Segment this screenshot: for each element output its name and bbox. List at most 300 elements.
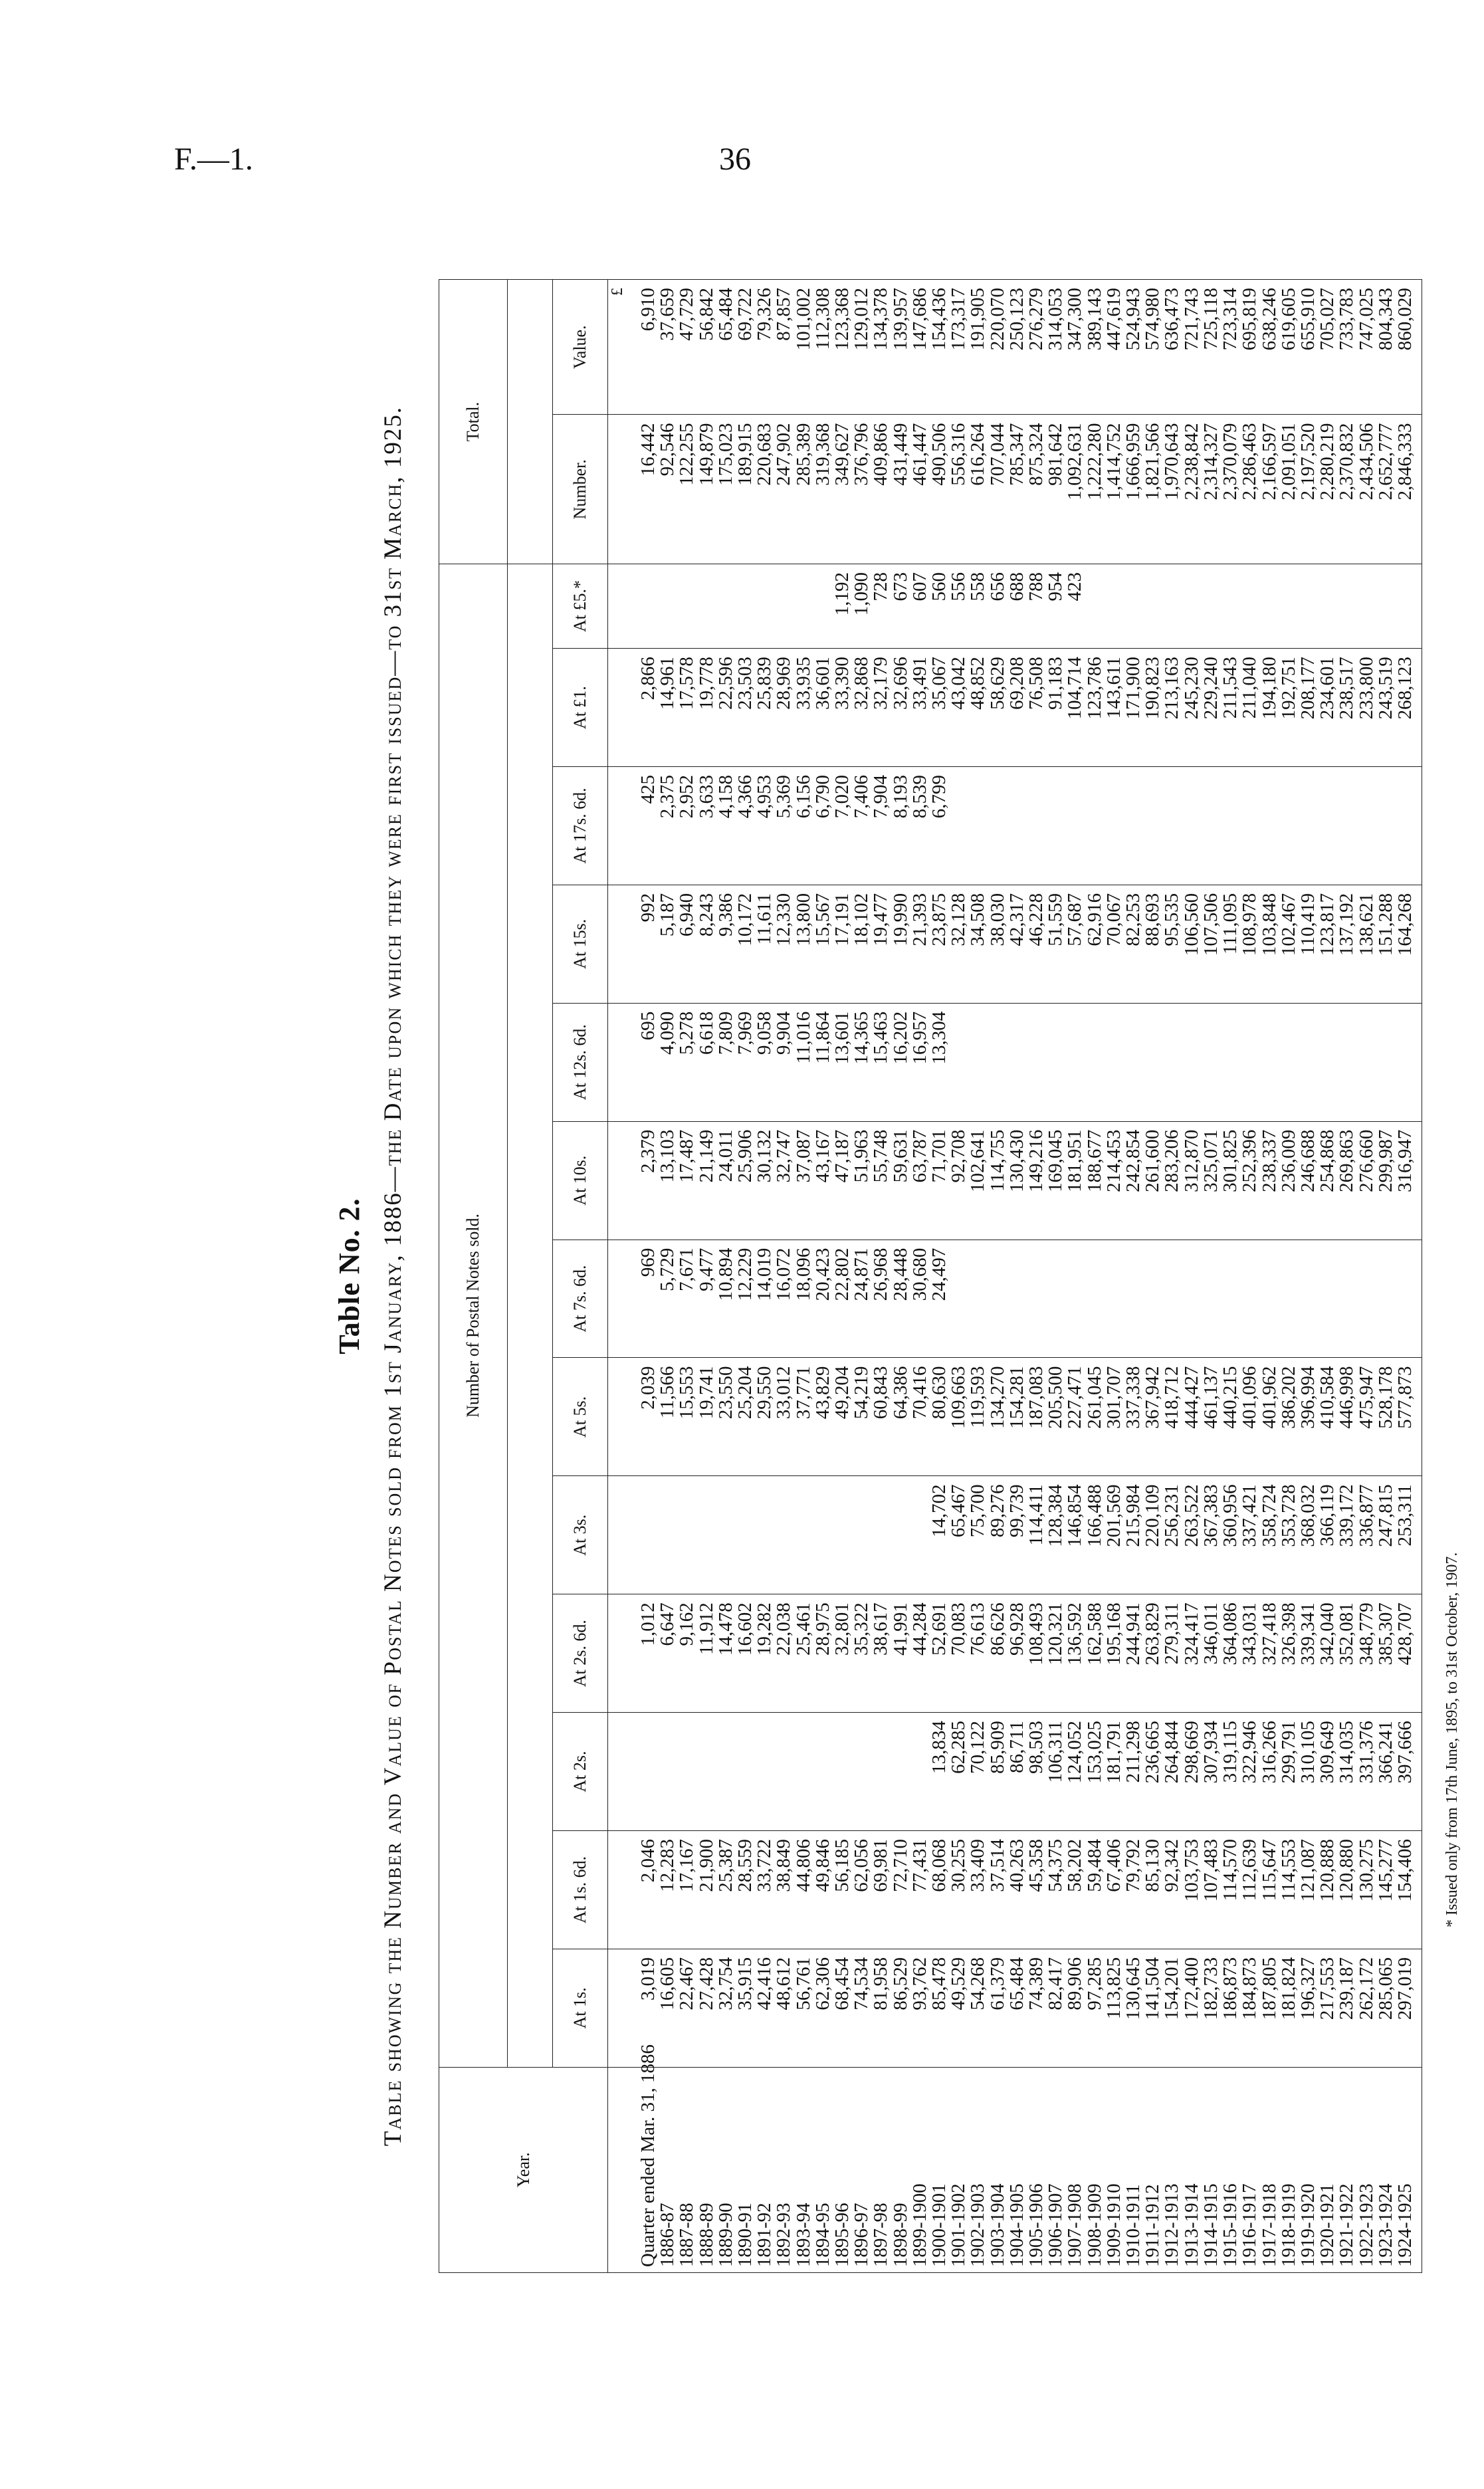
table-row (891, 280, 910, 2273)
value-cell: 331,376 (1357, 1713, 1376, 1831)
value-cell: 325,071 (1202, 1121, 1221, 1240)
value-cell: 64,386 (891, 1358, 910, 1476)
value-cell: 99,739 (1007, 1476, 1027, 1594)
value-cell: 360,956 (1221, 1476, 1240, 1594)
value-cell: 23,550 (716, 1358, 736, 1476)
value-cell: 423 (1065, 564, 1085, 648)
table-body (608, 280, 1422, 2273)
value-cell: 70,122 (968, 1713, 988, 1831)
year-cell: 1888-89 (697, 2067, 716, 2272)
value-cell: 51,963 (852, 1121, 871, 1240)
value-cell (1357, 767, 1376, 885)
value-cell: 81,958 (871, 1949, 891, 2067)
value-cell: 33,012 (774, 1358, 794, 1476)
value-cell: 8,539 (910, 767, 930, 885)
value-cell: 6,156 (794, 767, 813, 885)
value-cell: 5,187 (658, 885, 677, 1003)
value-cell (949, 1240, 968, 1358)
value-cell: 428,707 (1396, 1594, 1422, 1713)
year-cell: 1911-1912 (1143, 2067, 1162, 2272)
table-row (1299, 280, 1318, 2273)
value-cell: 139,957 (891, 280, 910, 415)
value-cell (774, 1476, 794, 1594)
value-cell: 339,341 (1299, 1594, 1318, 1713)
value-cell: 41,991 (891, 1594, 910, 1713)
value-cell: 44,284 (910, 1594, 930, 1713)
value-cell: 17,167 (677, 1831, 696, 1949)
value-cell: 68,454 (833, 1949, 852, 2067)
value-cell: 187,805 (1260, 1949, 1279, 2067)
value-cell: 5,729 (658, 1240, 677, 1358)
value-cell: 28,559 (736, 1831, 755, 1949)
value-cell: 59,631 (891, 1121, 910, 1240)
value-cell: 558 (968, 564, 988, 648)
table-row (1046, 280, 1065, 2273)
year-cell: 1889-90 (716, 2067, 736, 2272)
value-cell: 556 (949, 564, 968, 648)
value-cell (871, 1713, 891, 1831)
value-cell: 141,504 (1143, 1949, 1162, 2067)
value-cell: 342,040 (1318, 1594, 1337, 1713)
value-cell: 134,270 (988, 1358, 1007, 1476)
table-row (968, 280, 988, 2273)
value-cell (755, 1713, 774, 1831)
col-header: At 7s. 6d. (553, 1240, 608, 1358)
year-cell: 1909-1910 (1105, 2067, 1124, 2272)
value-cell (1279, 767, 1299, 885)
value-cell: 76,508 (1027, 649, 1046, 767)
table-row (1240, 280, 1259, 2273)
value-cell: 19,477 (871, 885, 891, 1003)
value-cell: 70,416 (910, 1358, 930, 1476)
value-cell: 46,228 (1027, 885, 1046, 1003)
value-cell: 48,612 (774, 1949, 794, 2067)
value-cell: 238,517 (1337, 649, 1356, 767)
value-cell: 189,915 (736, 415, 755, 564)
value-cell (1279, 1240, 1299, 1358)
value-cell: 89,906 (1065, 1949, 1085, 2067)
value-cell: 2,866 (628, 649, 658, 767)
value-cell: 24,011 (716, 1121, 736, 1240)
page-number: 36 (719, 142, 751, 177)
value-cell: 253,311 (1396, 1476, 1422, 1594)
value-cell: 74,534 (852, 1949, 871, 2067)
value-cell: 2,280,219 (1318, 415, 1337, 564)
value-cell: 215,984 (1124, 1476, 1143, 1594)
value-cell: 76,613 (968, 1594, 988, 1713)
value-cell (794, 564, 813, 648)
value-cell: 560 (930, 564, 949, 648)
value-cell: 220,683 (755, 415, 774, 564)
value-cell: 969 (628, 1240, 658, 1358)
value-cell (813, 564, 833, 648)
year-cell: 1910-1911 (1124, 2067, 1143, 2272)
value-cell: 147,686 (910, 280, 930, 415)
value-cell: 153,025 (1085, 1713, 1105, 1831)
value-cell: 173,317 (949, 280, 968, 415)
value-cell: 262,172 (1357, 1949, 1376, 2067)
year-cell: 1894-95 (813, 2067, 833, 2272)
value-cell: 124,052 (1065, 1713, 1085, 1831)
value-cell: 229,240 (1202, 649, 1221, 767)
value-cell: 196,327 (1299, 1949, 1318, 2067)
year-cell: 1887-88 (677, 2067, 696, 2272)
value-cell: 19,282 (755, 1594, 774, 1713)
value-cell: 58,202 (1065, 1831, 1085, 1949)
value-cell (697, 1476, 716, 1594)
value-cell (949, 1003, 968, 1121)
table-row (1124, 280, 1143, 2273)
value-cell: 123,368 (833, 280, 852, 415)
value-cell: 30,680 (910, 1240, 930, 1358)
value-cell: 217,553 (1318, 1949, 1337, 2067)
value-cell (1085, 767, 1105, 885)
table-row (813, 280, 833, 2273)
year-cell: 1903-1904 (988, 2067, 1007, 2272)
value-cell (774, 564, 794, 648)
value-cell (1085, 564, 1105, 648)
value-cell: 96,928 (1007, 1594, 1027, 1713)
year-header: Year. (439, 2067, 608, 2272)
value-cell (1182, 767, 1202, 885)
value-cell: 115,647 (1260, 1831, 1279, 1949)
value-cell: 26,968 (871, 1240, 891, 1358)
value-cell: 16,957 (910, 1003, 930, 1121)
year-cell: 1895-96 (833, 2067, 852, 2272)
value-cell: 172,400 (1182, 1949, 1202, 2067)
value-cell: 65,467 (949, 1476, 968, 1594)
value-cell: 108,493 (1027, 1594, 1046, 1713)
value-cell: 6,910 (628, 280, 658, 415)
value-cell: 44,806 (794, 1831, 813, 1949)
value-cell: 366,241 (1376, 1713, 1396, 1831)
value-cell: 29,550 (755, 1358, 774, 1476)
value-cell (658, 564, 677, 648)
value-cell: 181,791 (1105, 1713, 1124, 1831)
value-cell: 32,179 (871, 649, 891, 767)
value-cell: 4,090 (658, 1003, 677, 1121)
table-row (677, 280, 696, 2273)
value-cell (628, 564, 658, 648)
table-row (833, 280, 852, 2273)
value-cell: 336,877 (1357, 1476, 1376, 1594)
value-cell: 2,046 (628, 1831, 658, 1949)
table-row (1027, 280, 1046, 2273)
total-spacer (508, 280, 553, 564)
value-cell: 236,009 (1279, 1121, 1299, 1240)
value-cell: 49,529 (949, 1949, 968, 2067)
value-cell: 33,722 (755, 1831, 774, 1949)
value-cell: 52,691 (930, 1594, 949, 1713)
value-cell (833, 1476, 852, 1594)
value-cell: 447,619 (1105, 280, 1124, 415)
year-cell: 1900-1901 (930, 2067, 949, 2272)
value-cell: 201,569 (1105, 1476, 1124, 1594)
postal-notes-table (439, 279, 1422, 2273)
value-cell (1202, 564, 1221, 648)
value-cell: 45,358 (1027, 1831, 1046, 1949)
value-cell: 19,990 (891, 885, 910, 1003)
value-cell: 307,934 (1202, 1713, 1221, 1831)
value-cell: 21,393 (910, 885, 930, 1003)
value-cell: 343,031 (1240, 1594, 1259, 1713)
table-row (658, 280, 677, 2273)
value-cell (1124, 767, 1143, 885)
value-cell: 636,473 (1162, 280, 1182, 415)
value-cell: 154,281 (1007, 1358, 1027, 1476)
value-cell: 65,484 (1007, 1949, 1027, 2067)
value-cell: 11,864 (813, 1003, 833, 1121)
value-cell: 14,365 (852, 1003, 871, 1121)
value-cell: 108,978 (1240, 885, 1259, 1003)
value-cell (1260, 767, 1279, 885)
table-row (1085, 280, 1105, 2273)
value-cell: 310,105 (1299, 1713, 1318, 1831)
value-cell: 195,168 (1105, 1594, 1124, 1713)
value-cell (1240, 1240, 1259, 1358)
value-cell: 247,902 (774, 415, 794, 564)
value-cell (1085, 1003, 1105, 1121)
value-cell: 43,829 (813, 1358, 833, 1476)
value-cell: 35,915 (736, 1949, 755, 2067)
value-cell: 28,975 (813, 1594, 833, 1713)
value-cell: 638,246 (1260, 280, 1279, 415)
value-cell: 130,645 (1124, 1949, 1143, 2067)
value-cell: 14,478 (716, 1594, 736, 1713)
value-cell: 401,096 (1240, 1358, 1259, 1476)
value-cell: 123,817 (1318, 885, 1337, 1003)
value-cell: 33,390 (833, 649, 852, 767)
table-row (1143, 280, 1162, 2273)
value-cell: 314,053 (1046, 280, 1065, 415)
value-cell: 1,090 (852, 564, 871, 648)
value-cell: 82,417 (1046, 1949, 1065, 2067)
year-cell: 1898-99 (891, 2067, 910, 2272)
value-cell: 70,067 (1105, 885, 1124, 1003)
value-cell: 238,337 (1260, 1121, 1279, 1240)
value-cell: 309,649 (1318, 1713, 1337, 1831)
value-cell (658, 1713, 677, 1831)
value-cell (1182, 1003, 1202, 1121)
value-cell (1376, 564, 1396, 648)
value-cell: 6,799 (930, 767, 949, 885)
col-header: At £5.* (553, 564, 608, 648)
value-cell: 788 (1027, 564, 1046, 648)
value-cell (1143, 1003, 1162, 1121)
table-row (910, 280, 930, 2273)
value-cell: 13,834 (930, 1713, 949, 1831)
year-cell: 1890-91 (736, 2067, 755, 2272)
value-cell: 103,848 (1260, 885, 1279, 1003)
value-cell: 114,570 (1221, 1831, 1240, 1949)
value-cell: 6,618 (697, 1003, 716, 1121)
table-row (988, 280, 1007, 2273)
value-cell: 2,370,832 (1337, 415, 1356, 564)
table-row (1202, 280, 1221, 2273)
value-cell: 21,900 (697, 1831, 716, 1949)
value-cell (628, 1476, 658, 1594)
value-cell (949, 767, 968, 885)
value-cell: 51,559 (1046, 885, 1065, 1003)
value-cell (1396, 767, 1422, 885)
value-cell: 32,868 (852, 649, 871, 767)
value-cell: 37,514 (988, 1831, 1007, 1949)
value-cell (1162, 1240, 1182, 1358)
value-cell: 24,497 (930, 1240, 949, 1358)
value-cell: 1,414,752 (1105, 415, 1124, 564)
table-row (1337, 280, 1356, 2273)
value-cell (1105, 1240, 1124, 1358)
value-cell (1007, 1003, 1027, 1121)
value-cell: 25,461 (794, 1594, 813, 1713)
value-cell: 264,844 (1162, 1713, 1182, 1831)
value-cell: 86,711 (1007, 1713, 1027, 1831)
year-cell: 1908-1909 (1085, 2067, 1105, 2272)
value-cell (658, 1476, 677, 1594)
year-cell: 1923-1924 (1376, 2067, 1396, 2272)
value-cell (833, 1713, 852, 1831)
value-cell (1396, 1240, 1422, 1358)
value-cell (1299, 1003, 1318, 1121)
value-cell: 461,137 (1202, 1358, 1221, 1476)
value-cell: 205,500 (1046, 1358, 1065, 1476)
value-cell: 721,743 (1182, 280, 1202, 415)
value-cell: 301,825 (1221, 1121, 1240, 1240)
value-cell: 992 (628, 885, 658, 1003)
value-cell: 120,321 (1046, 1594, 1065, 1713)
value-cell: 619,605 (1279, 280, 1299, 415)
value-cell: 154,436 (930, 280, 949, 415)
value-cell: 18,102 (852, 885, 871, 1003)
value-cell: 8,243 (697, 885, 716, 1003)
value-cell: 16,602 (736, 1594, 755, 1713)
col-header: At 5s. (553, 1358, 608, 1476)
table-row (697, 280, 716, 2273)
year-cell: 1891-92 (755, 2067, 774, 2272)
value-cell (1202, 767, 1221, 885)
value-cell: 77,431 (910, 1831, 930, 1949)
value-cell: 220,070 (988, 280, 1007, 415)
value-cell: 79,326 (755, 280, 774, 415)
value-cell: 9,386 (716, 885, 736, 1003)
value-cell: 312,870 (1182, 1121, 1202, 1240)
value-cell: 32,754 (716, 1949, 736, 2067)
value-cell: 93,762 (910, 1949, 930, 2067)
value-cell (794, 1713, 813, 1831)
value-cell: 213,163 (1162, 649, 1182, 767)
value-cell: 10,894 (716, 1240, 736, 1358)
value-cell: 18,096 (794, 1240, 813, 1358)
value-cell: 860,029 (1396, 280, 1422, 415)
value-cell: 71,701 (930, 1121, 949, 1240)
value-cell: 87,857 (774, 280, 794, 415)
value-cell (1027, 1240, 1046, 1358)
value-cell: 804,343 (1376, 280, 1396, 415)
value-cell: 106,560 (1182, 885, 1202, 1003)
table-row (1318, 280, 1337, 2273)
value-cell: 42,317 (1007, 885, 1027, 1003)
year-cell: 1912-1913 (1162, 2067, 1182, 2272)
value-cell (1124, 564, 1143, 648)
value-cell: 239,187 (1337, 1949, 1356, 2067)
value-cell: 316,947 (1396, 1121, 1422, 1240)
year-cell: 1899-1900 (910, 2067, 930, 2272)
value-cell (871, 1476, 891, 1594)
value-cell: 875,324 (1027, 415, 1046, 564)
value-cell: 32,128 (949, 885, 968, 1003)
value-cell: 107,483 (1202, 1831, 1221, 1949)
value-cell: 120,888 (1318, 1831, 1337, 1949)
value-cell: 69,981 (871, 1831, 891, 1949)
value-cell (1240, 564, 1259, 648)
value-cell: 19,778 (697, 649, 716, 767)
value-cell: 137,192 (1337, 885, 1356, 1003)
value-cell: 68,068 (930, 1831, 949, 1949)
value-cell: 130,275 (1357, 1831, 1376, 1949)
value-cell: 2,314,327 (1202, 415, 1221, 564)
value-cell (813, 1476, 833, 1594)
value-cell: 7,020 (833, 767, 852, 885)
value-cell: 461,447 (910, 415, 930, 564)
value-cell: 723,314 (1221, 280, 1240, 415)
value-cell: 13,103 (658, 1121, 677, 1240)
unit-row (608, 280, 629, 2273)
table-row (1396, 280, 1422, 2273)
value-cell (1027, 1003, 1046, 1121)
value-cell: 316,266 (1260, 1713, 1279, 1831)
value-cell (1046, 1240, 1065, 1358)
value-cell: 32,801 (833, 1594, 852, 1713)
value-cell: 3,633 (697, 767, 716, 885)
value-cell (1357, 1003, 1376, 1121)
value-cell: 326,398 (1279, 1594, 1299, 1713)
value-cell: 13,304 (930, 1003, 949, 1121)
table-row (852, 280, 871, 2273)
value-cell: 733,783 (1337, 280, 1356, 415)
value-cell: 28,969 (774, 649, 794, 767)
value-cell: 12,330 (774, 885, 794, 1003)
value-cell: 47,729 (677, 280, 696, 415)
value-cell: 33,409 (968, 1831, 988, 1949)
col-header: At 10s. (553, 1121, 608, 1240)
value-cell: 36,601 (813, 649, 833, 767)
value-cell: 409,866 (871, 415, 891, 564)
value-cell: 1,012 (628, 1594, 658, 1713)
value-cell: 49,204 (833, 1358, 852, 1476)
value-cell: 353,728 (1279, 1476, 1299, 1594)
col-header: At 17s. 6d. (553, 767, 608, 885)
value-cell: 322,946 (1240, 1713, 1259, 1831)
value-cell (1337, 1240, 1356, 1358)
value-cell: 86,626 (988, 1594, 1007, 1713)
value-cell (1143, 1240, 1162, 1358)
value-cell: 92,708 (949, 1121, 968, 1240)
value-cell: 138,621 (1357, 885, 1376, 1003)
value-cell: 245,230 (1182, 649, 1202, 767)
value-cell: 169,045 (1046, 1121, 1065, 1240)
value-cell: 121,087 (1299, 1831, 1318, 1949)
value-cell: 367,942 (1143, 1358, 1162, 1476)
value-cell: 22,467 (677, 1949, 696, 2067)
year-cell: 1914-1915 (1202, 2067, 1221, 2272)
value-cell: 656 (988, 564, 1007, 648)
value-cell: 48,852 (968, 649, 988, 767)
value-cell: 190,823 (1143, 649, 1162, 767)
value-cell (1162, 767, 1182, 885)
value-cell: 112,639 (1240, 1831, 1259, 1949)
value-cell: 134,378 (871, 280, 891, 415)
value-cell: 70,083 (949, 1594, 968, 1713)
